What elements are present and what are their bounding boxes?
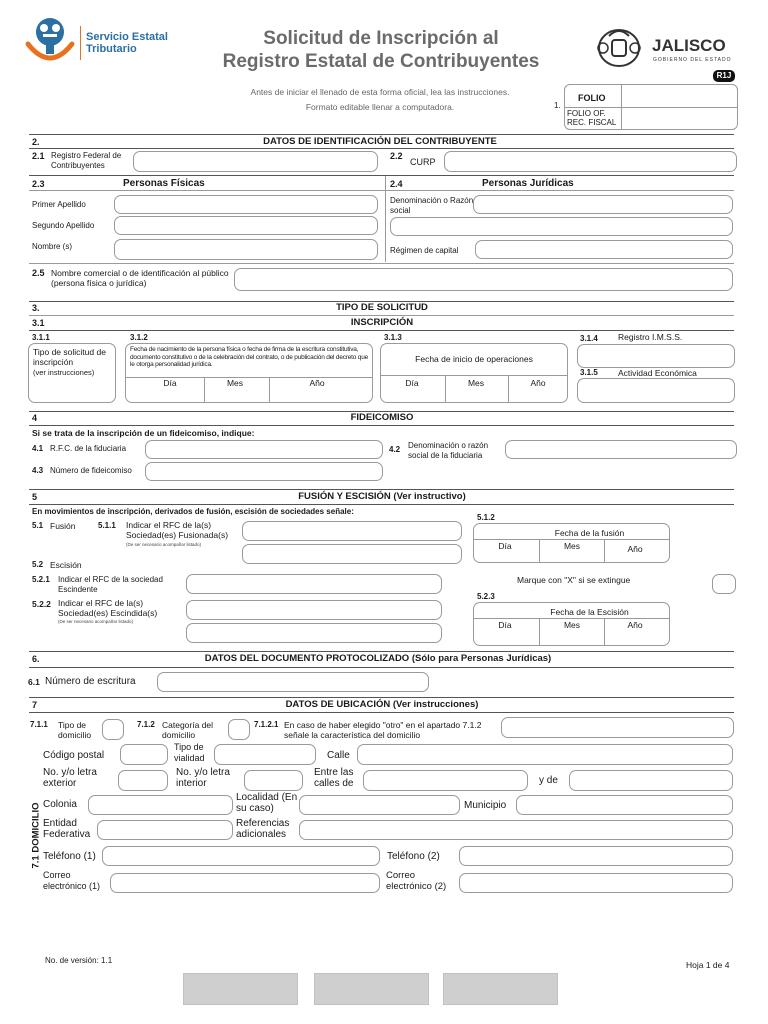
- nombres-label: Nombre (s): [32, 242, 73, 251]
- personas-fisicas-title: Personas Físicas: [123, 178, 205, 189]
- correo-1-label: Correo electrónico (1): [43, 870, 101, 891]
- version-label: No. de versión: 1.1: [45, 956, 113, 965]
- extingue-checkbox[interactable]: [712, 574, 736, 594]
- section-5-title: FUSIÓN Y ESCISIÓN (Ver instructivo): [298, 491, 466, 502]
- mes-label-2: Mes: [467, 378, 485, 388]
- entidad-label: Entidad Federativa: [43, 818, 91, 840]
- folio-of-input[interactable]: [624, 110, 738, 129]
- primer-apellido-input[interactable]: [114, 195, 378, 214]
- anio-label: Año: [309, 378, 325, 388]
- date-col: [539, 539, 540, 563]
- codigo-postal-label: Código postal: [43, 750, 105, 761]
- jalisco-coat-of-arms-icon: [594, 24, 644, 70]
- actividad-label: Actividad Económica: [618, 368, 697, 378]
- field-7-1-1-number: 7.1.1: [30, 720, 48, 729]
- field-3-1-number: 3.1: [32, 318, 45, 328]
- rule: [29, 175, 734, 176]
- field-5-1-2-number: 5.1.2: [477, 513, 495, 522]
- regimen-label: Régimen de capital: [390, 246, 459, 255]
- rule: [29, 712, 734, 713]
- fecha-escision-label: Fecha de la Escisión: [550, 607, 629, 617]
- section-5-number: 5: [32, 492, 38, 502]
- categoria-domicilio-input[interactable]: [228, 719, 250, 740]
- referencias-input[interactable]: [299, 820, 733, 840]
- segundo-apellido-label: Segundo Apellido: [32, 221, 95, 230]
- fecha-inicio-box[interactable]: [380, 343, 568, 403]
- dia-label-2: Día: [405, 378, 419, 388]
- field-4-2-number: 4.2: [389, 445, 401, 454]
- numero-fideicomiso-input[interactable]: [145, 462, 383, 481]
- section-7-number: 7: [32, 700, 38, 710]
- folio-of-label: FOLIO OF. REC. FISCAL: [567, 109, 617, 127]
- rfc-fiduciaria-label: R.F.C. de la fiduciaria: [50, 444, 127, 453]
- folio-divider: [564, 107, 738, 108]
- form-title-line2: Registro Estatal de Contribuyentes: [222, 51, 540, 72]
- date-col: [508, 375, 509, 403]
- primer-apellido-label: Primer Apellido: [32, 200, 86, 209]
- fusion-mes-label: Mes: [563, 541, 581, 551]
- rule: [29, 504, 734, 505]
- state-name: JALISCO: [652, 36, 726, 55]
- footer-button-1[interactable]: [183, 973, 298, 1005]
- rfc-label: Registro Federal de Contribuyentes: [51, 151, 122, 170]
- fideicomiso-intro: Si se trata de la inscripción de un fideicomiso, indique:: [32, 428, 255, 438]
- section-2-number: 2.: [32, 137, 40, 147]
- field-6-1-number: 6.1: [28, 677, 40, 687]
- section-3-title: TIPO DE SOLICITUD: [336, 302, 428, 313]
- telefono-1-input[interactable]: [102, 846, 380, 866]
- municipio-label: Municipio: [464, 800, 507, 811]
- categoria-domicilio-label: Categoría del domicilio: [162, 720, 214, 740]
- instructions-line2: Formato editable llenar a computadora.: [305, 102, 455, 112]
- rule: [29, 148, 734, 149]
- note-listado-1: (De ser necesario acompañar listado): [126, 542, 202, 547]
- fecha-inicio-label: Fecha de inicio de operaciones: [415, 354, 533, 364]
- actividad-input[interactable]: [577, 378, 735, 403]
- tipo-domicilio-label: Tipo de domicilio: [58, 720, 92, 740]
- rule: [29, 489, 734, 490]
- section-6-title: DATOS DEL DOCUMENTO PROTOCOLIZADO (Sólo para Personas Jurídicas): [204, 653, 552, 664]
- note-listado-2: (De ser necesario acompañar listado): [58, 619, 134, 624]
- folio-number: 1.: [554, 101, 561, 110]
- date-col: [604, 539, 605, 563]
- y-de-input[interactable]: [569, 770, 733, 791]
- field-4-3-number: 4.3: [32, 466, 44, 475]
- logo-divider: [80, 26, 81, 60]
- telefono-2-input[interactable]: [459, 846, 733, 866]
- rule: [29, 651, 734, 652]
- denominacion-fiduciaria-input[interactable]: [505, 440, 737, 459]
- escritura-input[interactable]: [157, 672, 429, 692]
- form-code-badge: R1J: [713, 70, 735, 82]
- footer-button-2[interactable]: [314, 973, 429, 1005]
- rfc-escindida-input-1[interactable]: [186, 600, 442, 620]
- tipo-solicitud-note: (ver instrucciones): [33, 368, 95, 377]
- date-divider: [380, 375, 568, 376]
- date-col: [204, 377, 205, 403]
- telefono-1-label: Teléfono (1): [43, 851, 96, 862]
- rfc-fusionada-label: Indicar el RFC de la(s) Sociedad(es) Fusionada(s): [126, 520, 229, 540]
- anio-label-2: Año: [530, 378, 546, 388]
- field-2-3-number: 2.3: [32, 179, 45, 189]
- field-7-1-2-number: 7.1.2: [137, 720, 155, 729]
- section-6-number: 6.: [32, 654, 40, 664]
- imss-label: Registro I.M.S.S.: [618, 332, 683, 342]
- rfc-input[interactable]: [133, 151, 378, 172]
- fecha-nacimiento-text: Fecha de nacimiento de la persona física o fecha de firma de la escritura constitutiva, documento constitutivo o de la celebración del contrato, o de publicación del decreto que le otorga personalidad jurídica.: [130, 346, 369, 368]
- otro-caracteristica-input[interactable]: [501, 717, 734, 738]
- field-3-1-4-number: 3.1.4: [580, 334, 598, 343]
- inscripcion-title: INSCRIPCIÓN: [350, 317, 414, 328]
- correo-2-label: Correo electrónico (2): [386, 870, 447, 892]
- rule: [29, 315, 734, 316]
- nombres-input[interactable]: [114, 239, 378, 260]
- fusion-label: Fusión: [50, 521, 76, 531]
- section-4-title: FIDEICOMISO: [350, 412, 414, 423]
- dia-label: Día: [163, 378, 177, 388]
- field-2-2-number: 2.2: [390, 151, 403, 161]
- rule: [29, 667, 734, 668]
- escision-anio-label: Año: [627, 620, 643, 630]
- numero-fideicomiso-label: Número de fideicomiso: [50, 466, 132, 475]
- field-3-1-3-number: 3.1.3: [384, 333, 402, 342]
- rfc-fiduciaria-input[interactable]: [145, 440, 383, 459]
- field-2-5-number: 2.5: [32, 268, 45, 278]
- telefono-2-label: Teléfono (2): [387, 851, 440, 862]
- date-col: [445, 375, 446, 403]
- tipo-domicilio-input[interactable]: [102, 719, 124, 740]
- rule: [29, 263, 734, 264]
- correo-2-input[interactable]: [459, 873, 733, 893]
- state-government: GOBIERNO DEL ESTADO: [653, 57, 732, 63]
- curp-input[interactable]: [444, 151, 737, 172]
- otro-caracteristica-label: En caso de haber elegido "otro" en el apartado 7.1.2 señale la característica del domicilio: [284, 720, 482, 740]
- section-2-title: DATOS DE IDENTIFICACIÓN DEL CONTRIBUYENTE: [263, 136, 497, 147]
- tipo-vialidad-label: Tipo de vialidad: [174, 742, 205, 763]
- referencias-label: Referencias adicionales: [236, 818, 290, 840]
- rule: [29, 697, 734, 698]
- marque-label: Marque con "X" si se extingue: [517, 575, 631, 585]
- field-5-1-number: 5.1: [32, 521, 44, 530]
- date-col: [269, 377, 270, 403]
- date-divider: [473, 539, 670, 540]
- nombre-comercial-input[interactable]: [234, 268, 733, 291]
- tipo-solicitud-label: Tipo de solicitud de inscripción: [33, 347, 106, 367]
- org-name-line2: Tributario: [86, 43, 137, 55]
- localidad-input[interactable]: [299, 795, 460, 815]
- rule: [29, 425, 734, 426]
- field-7-1-2-1-number: 7.1.2.1: [254, 720, 279, 729]
- field-4-1-number: 4.1: [32, 444, 44, 453]
- date-divider: [473, 618, 670, 619]
- col-divider: [385, 176, 386, 262]
- mes-label: Mes: [226, 378, 244, 388]
- no-exterior-input[interactable]: [118, 770, 168, 791]
- rule: [29, 190, 734, 191]
- field-5-2-number: 5.2: [32, 560, 44, 569]
- fusion-dia-label: Día: [498, 541, 512, 551]
- no-interior-input[interactable]: [244, 770, 303, 791]
- localidad-label: Localidad (En su caso): [236, 792, 298, 814]
- field-5-2-2-number: 5.2.2: [32, 599, 51, 609]
- regimen-input[interactable]: [475, 240, 733, 259]
- page-number: Hoja 1 de 4: [686, 960, 730, 970]
- y-de-label: y de: [539, 775, 558, 786]
- folio-input[interactable]: [624, 87, 738, 106]
- rfc-fusionada-input-2[interactable]: [242, 544, 462, 564]
- field-3-1-1-number: 3.1.1: [32, 333, 50, 342]
- entidad-input[interactable]: [97, 820, 233, 840]
- municipio-input[interactable]: [516, 795, 733, 815]
- imss-input[interactable]: [577, 344, 735, 368]
- org-name-line1: Servicio Estatal: [86, 31, 168, 43]
- date-col: [604, 618, 605, 646]
- rule: [29, 134, 734, 135]
- no-exterior-label: No. y/o letra exterior: [43, 767, 97, 789]
- section-4-number: 4: [32, 413, 38, 423]
- footer-button-3[interactable]: [443, 973, 558, 1005]
- field-2-4-number: 2.4: [390, 179, 403, 189]
- entre-calles-label: Entre las calles de: [314, 767, 354, 789]
- fusion-anio-label: Año: [627, 544, 643, 554]
- folio-label: FOLIO: [578, 93, 606, 103]
- colonia-input[interactable]: [88, 795, 233, 815]
- correo-1-input[interactable]: [110, 873, 380, 893]
- section-7-title: DATOS DE UBICACIÓN (Ver instrucciones): [285, 699, 479, 710]
- entre-calles-input[interactable]: [363, 770, 528, 791]
- denominacion-input-2[interactable]: [390, 217, 733, 236]
- curp-label: CURP: [410, 157, 436, 167]
- escision-mes-label: Mes: [563, 620, 581, 630]
- no-interior-label: No. y/o letra interior: [176, 767, 230, 789]
- rule: [29, 330, 734, 331]
- rfc-escindida-label: Indicar el RFC de la(s) Sociedad(es) Escindida(s): [58, 598, 158, 618]
- calle-input[interactable]: [357, 744, 733, 765]
- tipo-vialidad-input[interactable]: [214, 744, 316, 765]
- rfc-escindente-input[interactable]: [186, 574, 442, 594]
- calle-label: Calle: [327, 750, 350, 761]
- fusion-intro: En movimientos de inscripción, derivados de fusión, escisión de sociedades señale:: [32, 507, 354, 516]
- denominacion-fiduciaria-label: Denominación o razón social de la fiduciaria: [408, 441, 489, 460]
- set-logo-icon: [24, 14, 76, 70]
- section-3-number: 3.: [32, 303, 40, 313]
- field-3-1-5-number: 3.1.5: [580, 368, 598, 377]
- escritura-label: Número de escritura: [45, 676, 136, 687]
- escision-label: Escisión: [50, 560, 82, 570]
- form-title-line1: Solicitud de Inscripción al: [263, 28, 499, 49]
- field-2-1-number: 2.1: [32, 151, 45, 161]
- segundo-apellido-input[interactable]: [114, 216, 378, 235]
- date-col: [539, 618, 540, 646]
- instructions-line1: Antes de iniciar el llenado de esta forma oficial, lea las instrucciones.: [250, 87, 510, 97]
- escision-dia-label: Día: [498, 620, 512, 630]
- personas-juridicas-title: Personas Jurídicas: [482, 178, 574, 189]
- denominacion-input-1[interactable]: [473, 195, 733, 214]
- rfc-escindida-input-2[interactable]: [186, 623, 442, 643]
- field-5-1-1-number: 5.1.1: [98, 521, 116, 530]
- colonia-label: Colonia: [43, 799, 77, 810]
- field-5-2-1-number: 5.2.1: [32, 575, 50, 584]
- codigo-postal-input[interactable]: [120, 744, 168, 765]
- domicilio-side-label: 7.1 DOMICILIO: [30, 802, 42, 869]
- fecha-fusion-label: Fecha de la fusión: [554, 528, 625, 538]
- field-3-1-2-number: 3.1.2: [130, 333, 148, 342]
- nombre-comercial-label: Nombre comercial o de identificación al público (persona física o jurídica): [51, 268, 229, 288]
- field-5-2-3-number: 5.2.3: [477, 592, 495, 601]
- rfc-fusionada-input-1[interactable]: [242, 521, 462, 541]
- denominacion-label: Denominación o Razón social: [390, 196, 474, 215]
- rfc-escindente-label: Indicar el RFC de la sociedad Escindente: [58, 575, 163, 594]
